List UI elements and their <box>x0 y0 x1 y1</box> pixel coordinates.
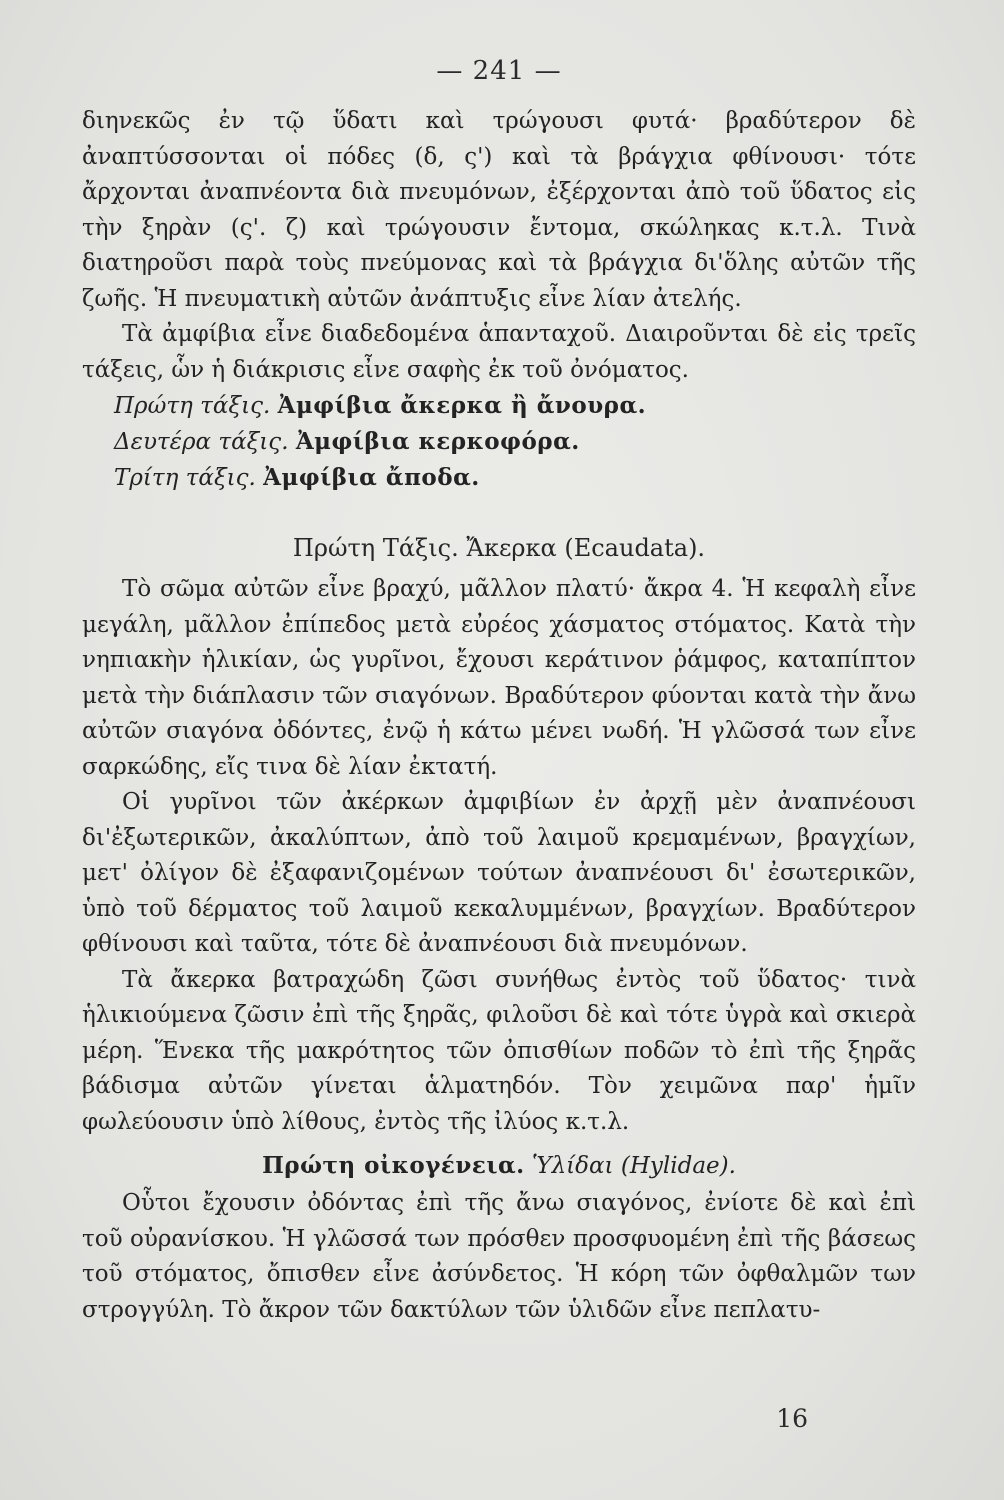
class-label: Δευτέρα τάξις. <box>114 429 289 455</box>
class-name: Ἀμφίβια ἄκερκα ἢ ἄνουρα. <box>277 392 647 419</box>
class-list <box>82 388 916 496</box>
class-label: Πρώτη τάξις. <box>114 393 271 419</box>
paragraph-habitat: Τὰ ἄκερκα βατραχώδη ζῶσι συνήθως ἐντὸς τοῦ ὕδατος· τινὰ ἡλικιούμενα ζῶσιν ἐπὶ τῆς ξηρᾶς, φιλοῦσι δὲ καὶ τότε ὑγρὰ καὶ σκιερὰ μέρη. Ἕνεκα τῆς μακρότητος τῶν ὀπισθίων ποδῶν τὸ ἐπὶ τῆς ξηρᾶς βάδισμα αὐτῶν γίνεται ἁλματηδόν. Τὸν χειμῶνα παρ' ἡμῖν φωλεύουσιν ὑπὸ λίθους, ἐντὸς τῆς ἰλύος κ.τ.λ. <box>82 966 916 1135</box>
family-heading-name: Ὑλίδαι (Hylidae). <box>532 1153 736 1179</box>
class-label: Τρίτη τάξις. <box>114 465 256 491</box>
family-heading-label: Πρώτη οἰκογένεια. <box>262 1152 525 1179</box>
class-name: Ἀμφίβια κερκοφόρα. <box>295 428 580 455</box>
class-name: Ἀμφίβια ἄποδα. <box>263 464 480 491</box>
paragraph-body-description: Τὸ σῶμα αὐτῶν εἶνε βραχύ, μᾶλλον πλατύ· ἄκρα 4. Ἡ κεφαλὴ εἶνε μεγάλη, μᾶλλον ἐπίπεδος μετὰ εὐρέος χάσματος στόματος. Κατὰ τὴν νηπιακὴν ἡλικίαν, ὡς γυρῖνοι, ἔχουσι κεράτινον ῥάμφος, καταπίπτον μετὰ τὴν διάπλασιν τῶν σιαγόνων. Βραδύτερον φύονται κατὰ τὴν ἄνω αὐτῶν σιαγόνα ὀδόντες, ἐνῷ ἡ κάτω μένει νωδή. Ἡ γλῶσσά των εἶνε σαρκώδης, εἴς τινα δὲ λίαν ἐκτατή. <box>82 576 916 780</box>
signature-mark: 16 <box>776 1404 808 1433</box>
class-item-third <box>82 460 916 496</box>
family-heading <box>82 1148 916 1184</box>
paragraph-distribution: Τὰ ἀμφίβια εἶνε διαδεδομένα ἁπανταχοῦ. Διαιροῦνται δὲ εἰς τρεῖς τάξεις, ὧν ἡ διάκρισις εἶνε σαφὴς ἐκ τοῦ ὀνόματος. <box>82 321 916 383</box>
paragraph-metamorphosis: διηνεκῶς ἐν τῷ ὕδατι καὶ τρώγουσι φυτά· βραδύτερον δὲ ἀναπτύσσονται οἱ πόδες (δ, ς') καὶ τὰ βράγχια φθίνουσι· τότε ἄρχονται ἀναπνέοντα διὰ πνευμόνων, ἐξέρχονται ἀπὸ τοῦ ὕδατος εἰς τὴν ξηρὰν (ς'. ζ) καὶ τρώγουσιν ἔντομα, σκώληκας κ.τ.λ. Τινὰ διατηροῦσι παρὰ τοὺς πνεύμονας καὶ τὰ βράγχια δι'ὅλης αὐτῶν τῆς ζωῆς. Ἡ πνευματικὴ αὐτῶν ἀνάπτυξις εἶνε λίαν ἀτελής. <box>82 108 916 312</box>
section-heading: Πρώτη Τάξις. Ἄκερκα (Ecaudata). <box>292 534 706 562</box>
class-item-first <box>82 388 916 424</box>
paragraph-hylidae: Οὗτοι ἔχουσιν ὀδόντας ἐπὶ τῆς ἄνω σιαγόνος, ἐνίοτε δὲ καὶ ἐπὶ τοῦ οὐρανίσκου. Ἡ γλῶσσά των πρόσθεν προσφυομένη ἐπὶ τῆς βάσεως τοῦ στόματος, ὄπισθεν εἶνε ἀσύνδετος. Ἡ κόρη τῶν ὀφθαλμῶν των στρογγύλη. Τὸ ἄκρον τῶν δακτύλων τῶν ὑλιδῶν εἶνε πεπλατυ- <box>82 1190 916 1323</box>
paragraph-tadpole-respiration: Οἱ γυρῖνοι τῶν ἀκέρκων ἀμφιβίων ἐν ἀρχῇ μὲν ἀναπνέουσι δι'ἐξωτερικῶν, ἀκαλύπτων, ἀπὸ τοῦ λαιμοῦ κρεμαμένων, βραγχίων, μετ' ὀλίγον δὲ ἐξαφανιζομένων τούτων ἀναπνέουσι δι' ἐσωτερικῶν, ὑπὸ τοῦ δέρματος τοῦ λαιμοῦ κεκαλυμμένων, βραγχίων. Βραδύτερον φθίνουσι καὶ ταῦτα, τότε δὲ ἀναπνέουσι διὰ πνευμόνων. <box>82 789 916 957</box>
class-item-second <box>82 424 916 460</box>
page-number: — 241 — <box>436 56 562 86</box>
